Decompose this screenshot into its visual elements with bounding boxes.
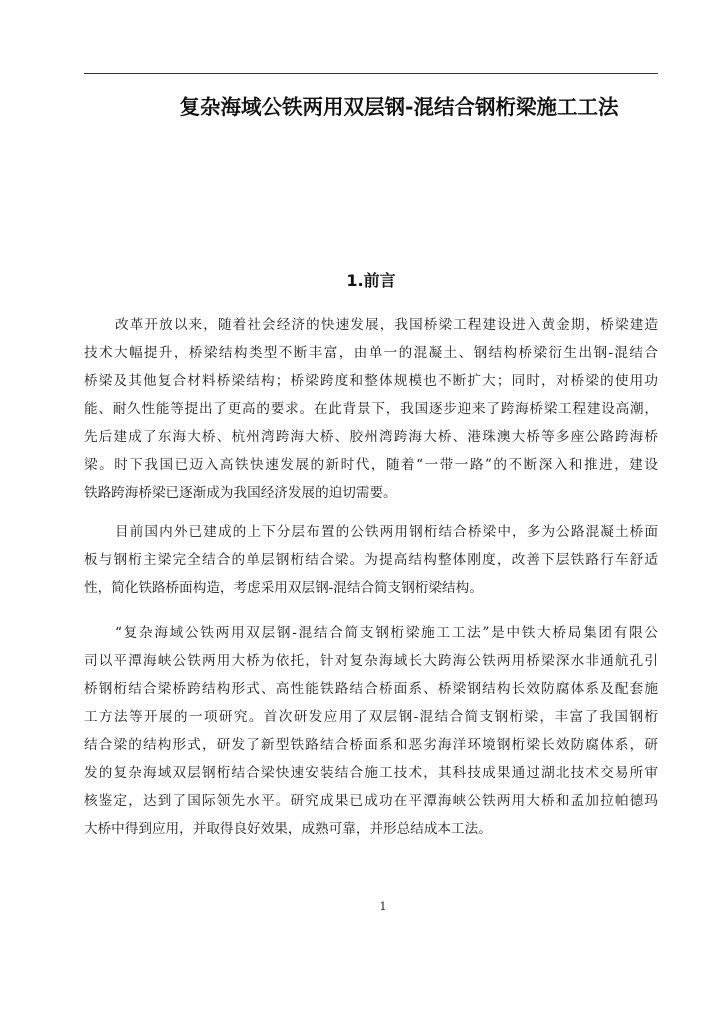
section-heading: 1.前言	[346, 271, 396, 290]
paragraph-line: 结合梁的结构形式，研发了新型铁路结合桥面系和恶劣海洋环境钢桁梁长效防腐体系，研	[84, 737, 658, 753]
paragraph-line: 桥梁及其他复合材料桥梁结构；桥梁跨度和整体规模也不断扩大；同时，对桥梁的使用功	[84, 373, 658, 389]
paragraph-line: 工方法等开展的一项研究。首次研发应用了双层钢-混结合简支钢桁梁，丰富了我国钢桁	[84, 709, 658, 725]
paragraph-line: 发的复杂海域双层钢桁结合梁快速安装结合施工技术，其科技成果通过湖北技术交易所审	[84, 765, 658, 781]
page-number: 1	[379, 900, 387, 913]
paragraph-line: 性，简化铁路桥面构造，考虑采用双层钢-混结合简支钢桁梁结构。	[84, 580, 483, 596]
paragraph-line: 梁。时下我国已迈入高铁快速发展的新时代，随着“一带一路”的不断深入和推进，建设	[84, 457, 658, 473]
paragraph-line: 能、耐久性能等提出了更高的要求。在此背景下，我国逐步迎来了跨海桥梁工程建设高潮，	[84, 401, 658, 417]
paragraph-introduction	[84, 311, 658, 507]
document-title: 复杂海域公铁两用双层钢-混结合钢桁梁施工工法	[179, 95, 619, 119]
paragraph-method-overview	[84, 619, 658, 843]
paragraph-line: 目前国内外已建成的上下分层布置的公铁两用钢桁结合桥梁中，多为公路混凝土桥面	[115, 524, 658, 540]
paragraph-line: 核鉴定，达到了国际领先水平。研究成果已成功在平潭海峡公铁两用大桥和孟加拉帕德玛	[84, 793, 658, 809]
paragraph-line: 铁路跨海桥梁已逐渐成为我国经济发展的迫切需要。	[84, 485, 397, 501]
paragraph-line: 司以平潭海峡公铁两用大桥为依托，针对复杂海域长大跨海公铁两用桥梁深水非通航孔引	[84, 653, 658, 669]
paragraph-line: 板与钢桁主梁完全结合的单层钢桁结合梁。为提高结构整体刚度，改善下层铁路行车舒适	[84, 552, 658, 568]
paragraph-line: 桥钢桁结合梁桥跨结构形式、高性能铁路结合桥面系、桥梁钢结构长效防腐体系及配套施	[84, 681, 658, 697]
paragraph-line: “复杂海域公铁两用双层钢-混结合简支钢桁梁施工工法”是中铁大桥局集团有限公	[115, 625, 658, 641]
paragraph-line: 大桥中得到应用，并取得良好效果，成熟可靠，并形总结成本工法。	[84, 821, 492, 837]
paragraph-line: 先后建成了东海大桥、杭州湾跨海大桥、胶州湾跨海大桥、港珠澳大桥等多座公路跨海桥	[84, 429, 658, 445]
paragraph-current-status	[84, 518, 658, 602]
paragraph-line: 改革开放以来，随着社会经济的快速发展，我国桥梁工程建设进入黄金期，桥梁建造	[115, 317, 658, 333]
paragraph-line: 技术大幅提升，桥梁结构类型不断丰富，由单一的混凝土、钢结构桥梁衍生出钢-混结合	[84, 345, 658, 361]
header-rule	[84, 73, 658, 74]
